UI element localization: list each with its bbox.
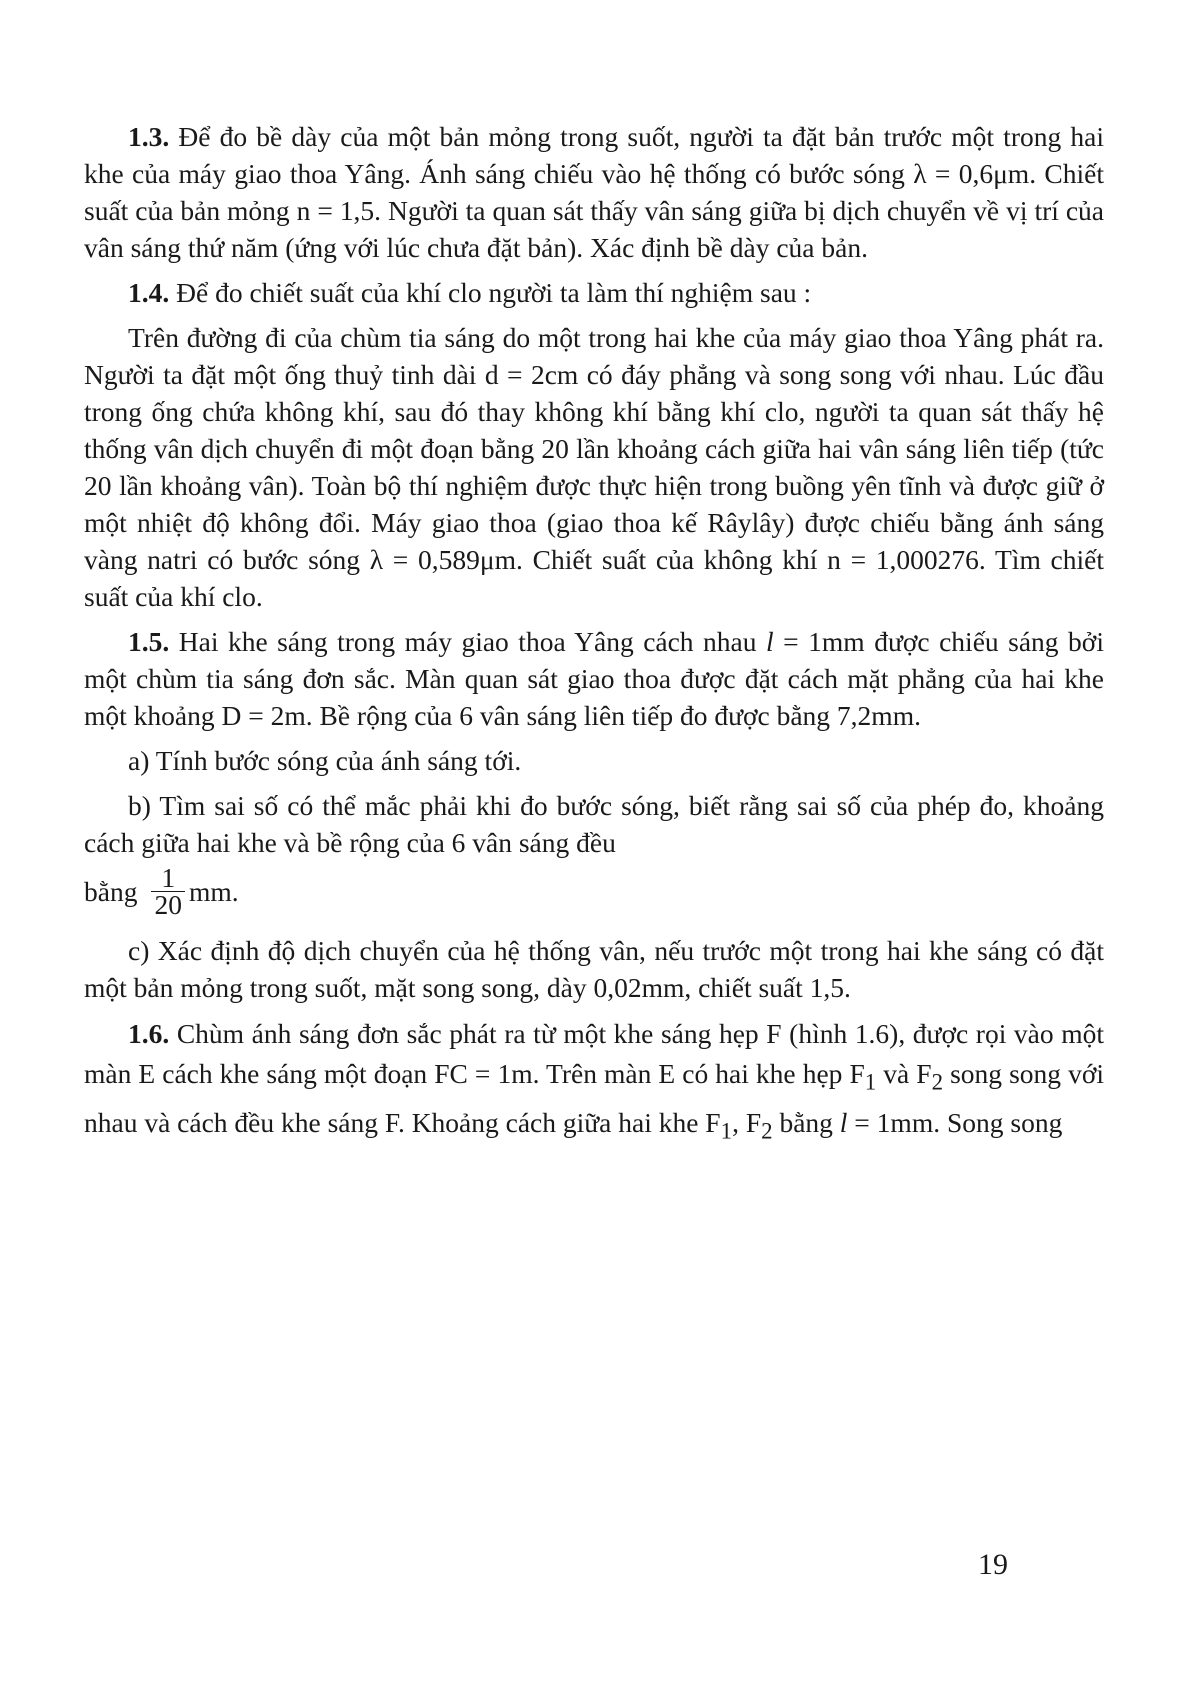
- fraction: [151, 862, 185, 920]
- fraction-lead-text: bằng: [84, 876, 138, 907]
- exercise-1-6: [84, 1014, 1104, 1151]
- fraction-unit: mm.: [188, 876, 239, 907]
- exercise-text: bằng: [772, 1106, 840, 1138]
- question-c: c) Xác định độ dịch chuyển của hệ thống vân, nếu trước một trong hai khe sáng có đặt một bản mỏng trong suốt, mặt song song, dày 0,02mm, chiết suất 1,5.: [84, 935, 1104, 1003]
- page-body: [84, 118, 1104, 1159]
- exercise-text: , F: [732, 1106, 762, 1138]
- exercise-text: và F: [876, 1058, 932, 1089]
- exercise-text: song song với nhau và cách đều khe sáng F. Khoảng cách giữa hai khe F: [84, 1058, 1105, 1138]
- exercise-1-3: [84, 118, 1104, 266]
- question-a: a) Tính bước sóng của ánh sáng tới.: [128, 745, 522, 776]
- exercise-number: 1.5.: [128, 626, 170, 657]
- exercise-text: Hai khe sáng trong máy giao thoa Yâng cách nhau: [169, 626, 767, 657]
- exercise-text: = 1mm được chiếu sáng bởi một chùm tia sáng đơn sắc. Màn quan sát giao thoa được đặt cách mặt phẳng của hai khe một khoảng D = 2m. Bề rộng của 6 vân sáng liên tiếp đo được bằng 7,2mm.: [84, 626, 1104, 731]
- variable-l: l: [766, 626, 774, 657]
- question-b: b) Tìm sai số có thể mắc phải khi đo bước sóng, biết rằng sai số của phép đo, khoảng cách giữa hai khe và bề rộng của 6 vân sáng đều: [84, 790, 1104, 858]
- subscript: 2: [761, 1118, 773, 1143]
- subscript: 2: [931, 1069, 944, 1095]
- fraction-numerator: 1: [151, 865, 185, 892]
- exercise-1-4: [84, 274, 1104, 311]
- fraction-line: [84, 862, 1104, 920]
- fraction-denominator: 20: [154, 889, 182, 920]
- page-number: 19: [978, 1548, 1008, 1581]
- exercise-1-5: [84, 623, 1104, 734]
- exercise-text: Chùm ánh sáng đơn sắc phát ra từ một khe sáng hẹp F (hình 1.6), được rọi vào một màn E cách khe sáng một đoạn FC = 1m. Trên màn E có hai khe hẹp F: [84, 1018, 1104, 1089]
- exercise-number: 1.6.: [128, 1018, 170, 1049]
- exercise-1-4-body: Trên đường đi của chùm tia sáng do một trong hai khe của máy giao thoa Yâng phát ra. Người ta đặt một ống thuỷ tinh dài d = 2cm có đáy phẳng và song song với nhau. Lúc đầu trong ống chứa không khí, sau đó thay không khí bằng khí clo, người ta quan sát thấy hệ thống vân dịch chuyển đi một đoạn bằng 20 lần khoảng cách giữa hai vân sáng liên tiếp (tức 20 lần khoảng vân). Toàn bộ thí nghiệm được thực hiện trong buồng yên tĩnh và được giữ ở một nhiệt độ không đổi. Máy giao thoa (giao thoa kế Râylây) được chiếu bằng ánh sáng vàng natri có bước sóng λ = 0,589μm. Chiết suất của không khí n = 1,000276. Tìm chiết suất của khí clo.: [84, 322, 1104, 612]
- subscript: 1: [720, 1118, 733, 1143]
- subscript: 1: [864, 1069, 877, 1095]
- exercise-number: 1.3.: [128, 121, 170, 152]
- exercise-text: Để đo bề dày của một bản mỏng trong suốt, người ta đặt bản trước một trong hai khe của máy giao thoa Yâng. Ánh sáng chiếu vào hệ thống có bước sóng λ = 0,6μm. Chiết suất của bản mỏng n = 1,5. Người ta quan sát thấy vân sáng giữa bị dịch chuyển về vị trí của vân sáng thứ năm (ứng với lúc chưa đặt bản). Xác định bề dày của bản.: [84, 121, 1104, 263]
- exercise-text: Để đo chiết suất của khí clo người ta làm thí nghiệm sau :: [169, 277, 812, 308]
- variable-l: l: [839, 1106, 848, 1138]
- exercise-text: = 1mm. Song song: [847, 1106, 1063, 1138]
- exercise-number: 1.4.: [128, 277, 170, 308]
